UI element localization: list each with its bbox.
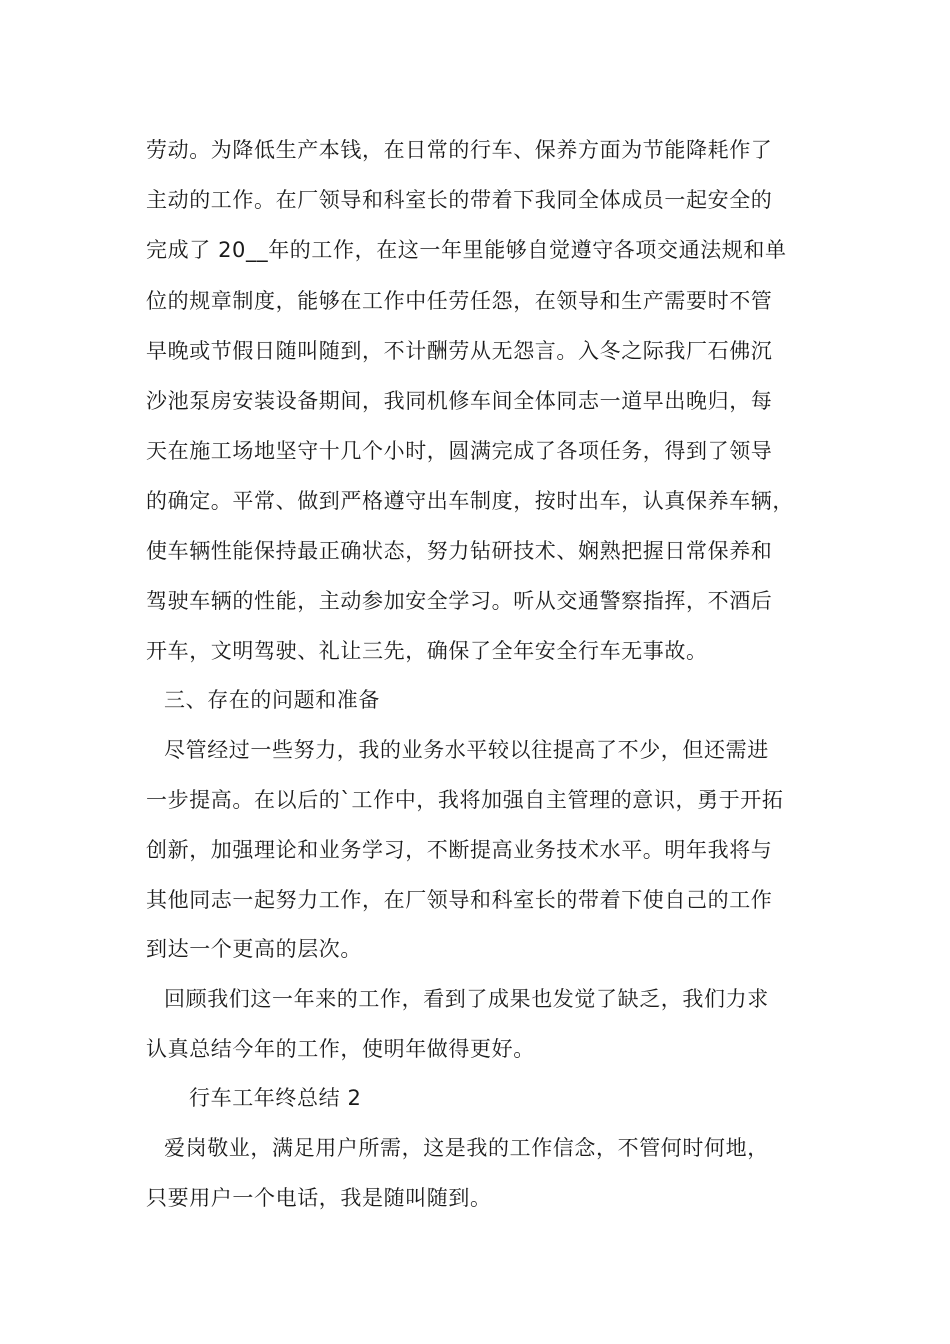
section-heading: 三、存在的问题和准备	[164, 688, 380, 712]
body-text-line: 的确定。平常、做到严格遵守出车制度，按时出车，认真保养车辆，	[146, 489, 794, 513]
body-text-line: 劳动。为降低生产本钱，在日常的行车、保养方面为节能降耗作了	[146, 138, 773, 162]
body-text-line: 完成了 20__年的工作，在这一年里能够自觉遵守各项交通法规和单	[146, 238, 787, 262]
body-text-line: 沙池泵房安装设备期间，我同机修车间全体同志一道早出晚归，每	[146, 389, 773, 413]
body-text-line: 回顾我们这一年来的工作，看到了成果也发觉了缺乏，我们力求	[164, 987, 769, 1011]
body-text-line: 一步提高。在以后的`工作中，我将加强自主管理的意识，勇于开拓	[146, 788, 784, 812]
body-text-line: 开车，文明驾驶、礼让三先，确保了全年安全行车无事故。	[146, 639, 708, 663]
body-text-line: 天在施工场地坚守十几个小时，圆满完成了各项任务，得到了领导	[146, 439, 773, 463]
article-title: 行车工年终总结 2	[189, 1086, 362, 1110]
body-text-line: 爱岗敬业，满足用户所需，这是我的工作信念，不管何时何地，	[164, 1136, 769, 1160]
body-text-line: 到达一个更高的层次。	[146, 937, 362, 961]
body-text-line: 认真总结今年的工作，使明年做得更好。	[146, 1037, 535, 1061]
body-text-line: 主动的工作。在厂领导和科室长的带着下我同全体成员一起安全的	[146, 188, 773, 212]
body-text-line: 早晚或节假日随叫随到，不计酬劳从无怨言。入冬之际我厂石佛沉	[146, 339, 773, 363]
body-text-line: 创新，加强理论和业务学习，不断提高业务技术水平。明年我将与	[146, 838, 773, 862]
body-text-line: 位的规章制度，能够在工作中任劳任怨，在领导和生产需要时不管	[146, 289, 773, 313]
body-text-line: 只要用户一个电话，我是随叫随到。	[146, 1186, 492, 1210]
body-text-line: 其他同志一起努力工作，在厂领导和科室长的带着下使自己的工作	[146, 888, 773, 912]
body-text-line: 尽管经过一些努力，我的业务水平较以往提高了不少，但还需进	[164, 738, 769, 762]
body-text-line: 驾驶车辆的性能，主动参加安全学习。听从交通警察指挥，不酒后	[146, 589, 773, 613]
body-text-line: 使车辆性能保持最正确状态，努力钻研技术、娴熟把握日常保养和	[146, 539, 773, 563]
